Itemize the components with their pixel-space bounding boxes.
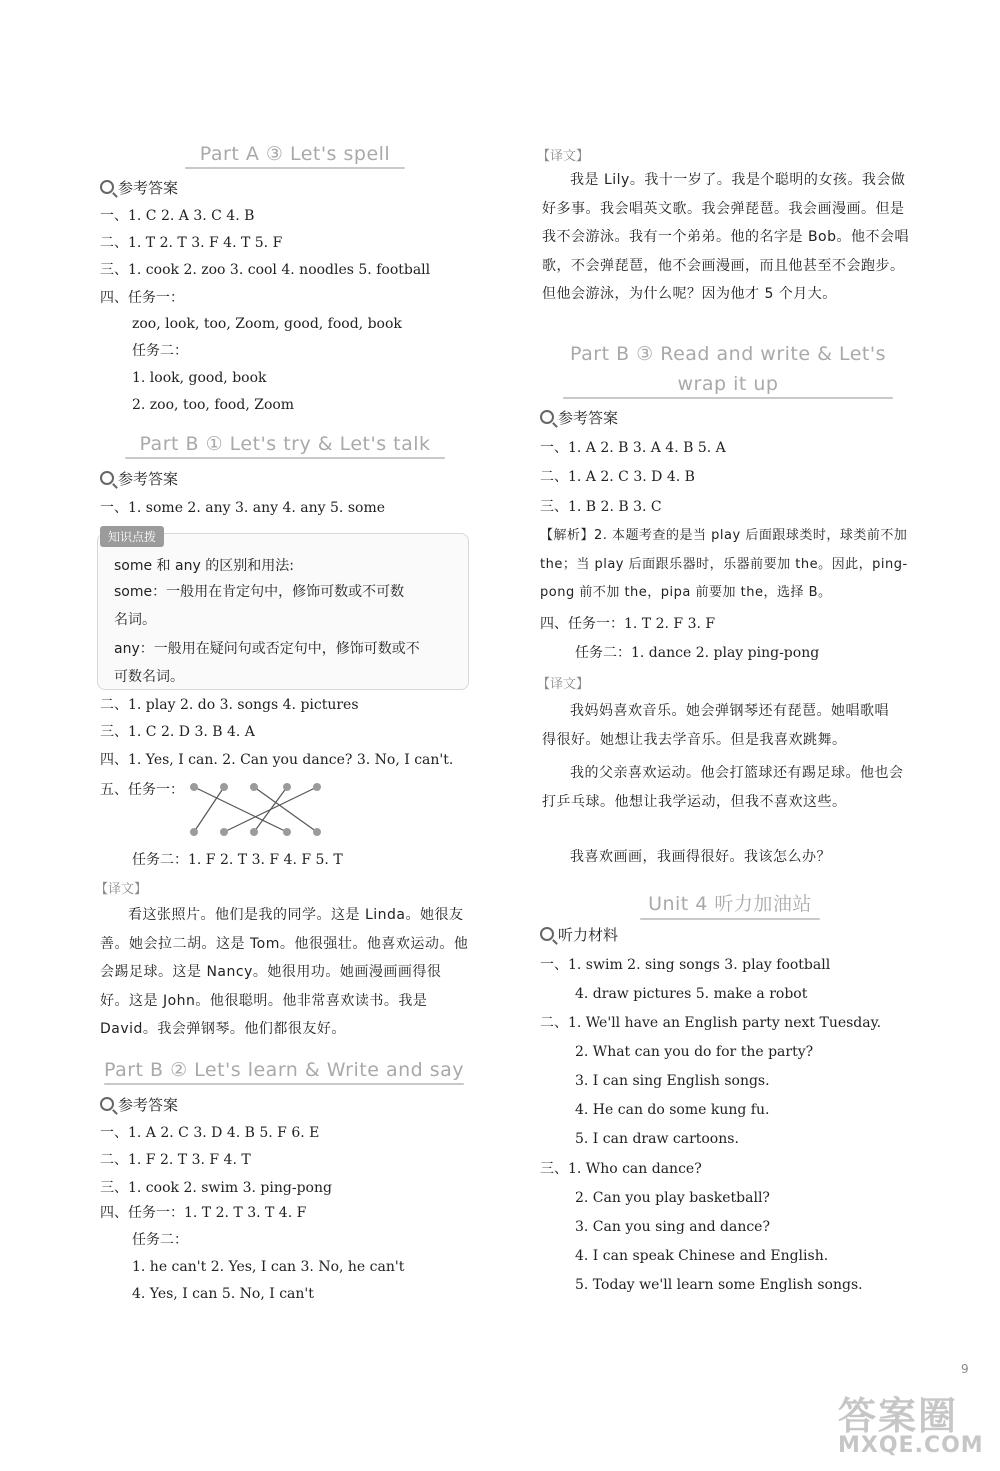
knowledge-line: 可数名词。 [114,669,184,685]
translation-tag: 【译文】 [537,677,590,692]
answer-line: 任务二：1. F 2. T 3. F 4. F 5. T [132,852,343,868]
knowledge-line: some：一般用在肯定句中，修饰可数或不可数 [114,584,405,600]
answer-line: 三、1. C 2. D 3. B 4. A [100,724,255,740]
answer-line: 四、任务一：1. T 2. T 3. T 4. F [100,1205,307,1221]
magnifier-icon [100,180,114,194]
answer-line: 二、1. A 2. C 3. D 4. B [540,469,695,485]
answer-line: 任务二： [132,343,188,359]
answer-line: 二、1. We'll have an English party next Tuesday. [540,1015,882,1031]
knowledge-badge: 知识点拨 [100,526,164,547]
answer-line: 1. he can't 2. Yes, I can 3. No, he can't [132,1259,405,1275]
translation-paragraph: 我的父亲喜欢运动。他会打篮球还有踢足球。他也会打乒乓球。他想让我学运动，但我不喜欢这些。 [542,765,904,810]
section-title-unit-4: Unit 4 听力加油站 [625,889,835,920]
answer-line: 1. look, good, book [132,370,267,386]
answer-line: 4. Yes, I can 5. No, I can't [132,1286,314,1302]
answer-line: 任务二： [132,1232,188,1248]
answer-line: 4. draw pictures 5. make a robot [575,986,808,1002]
section-title-part-b-1: Part B ① Let's try & Let's talk [110,433,460,459]
knowledge-line: 名词。 [114,612,156,628]
answer-line: 三、1. cook 2. zoo 3. cool 4. noodles 5. football [100,262,431,278]
translation-paragraph: 我妈妈喜欢音乐。她会弹钢琴还有琵琶。她唱歌唱得很好。她想让我去学音乐。但是我喜欢跳舞。 [542,703,889,748]
answer-line: 5. Today we'll learn some English songs. [575,1277,863,1293]
translation-paragraph: 我是 Lily。我十一岁了。我是个聪明的女孩。我会做好多事。我会唱英文歌。我会弹琵琶。我会画漫画。但是我不会游泳。我有一个弟弟。他的名字是 Bob。他不会唱歌，不会弹琵琶，他不会画漫画，而且他甚至不会跑步。但他会游泳，为什么呢？因为他才 5 个月大。 [542,172,910,302]
watermark-logo: 答案圈 [838,1394,959,1438]
answer-line: 三、1. cook 2. swim 3. ping-pong [100,1180,332,1196]
translation-paragraph: 看这张照片。他们是我的同学。这是 Linda。她很友善。她会拉二胡。这是 Tom。他很强壮。他喜欢运动。他会踢足球。这是 Nancy。她很用功。她画漫画画得很好。这是 John。他很聪明。他非常喜欢读书。我是 David。我会弹钢琴。他们都很友好。 [100,907,469,1037]
answer-line: 三、1. Who can dance? [540,1161,702,1177]
section-title-part-b-2: Part B ② Let's learn & Write and say [95,1059,473,1085]
magnifier-icon [100,1097,114,1111]
matching-diagram [180,775,330,840]
answer-line: 一、1. some 2. any 3. any 4. any 5. some [100,500,386,516]
answer-line: 四、1. Yes, I can. 2. Can you dance? 3. No, I can't. [100,752,454,768]
answer-line: 3. I can sing English songs. [575,1073,770,1089]
answer-line: 2. Can you play basketball? [575,1190,770,1206]
answer-line: 二、1. play 2. do 3. songs 4. pictures [100,697,359,713]
translation-tag: 【译文】 [95,882,148,897]
answer-line: zoo, look, too, Zoom, good, food, book [132,316,402,332]
knowledge-line: some 和 any 的区别和用法: [114,558,294,574]
answer-header: 参考答案 [100,177,178,198]
knowledge-line: any：一般用在疑问句或否定句中，修饰可数或不 [114,641,420,657]
magnifier-icon [100,471,114,485]
translation-tag: 【译文】 [537,149,590,164]
answer-line: 2. zoo, too, food, Zoom [132,397,295,413]
listening-header: 听力材料 [540,924,618,945]
answer-line: 一、1. A 2. B 3. A 4. B 5. A [540,440,726,456]
answer-header: 参考答案 [100,468,178,489]
answer-header: 参考答案 [100,1094,178,1115]
analysis-paragraph: 【解析】2. 本题考查的是当 play 后面跟球类时，球类前不加 the；当 play 后面跟乐器时，乐器前要加 the。因此，ping-pong 前不加 the，pipa 前要加 the，选择 B。 [540,528,908,600]
page-number: 9 [961,1362,969,1376]
answer-line: 三、1. B 2. B 3. C [540,499,662,515]
answer-line: 2. What can you do for the party? [575,1044,814,1060]
answer-line: 四、任务一： [100,290,184,306]
magnifier-icon [540,927,554,941]
answer-line: 一、1. A 2. C 3. D 4. B 5. F 6. E [100,1125,320,1141]
answer-line: 一、1. swim 2. sing songs 3. play football [540,957,831,973]
watermark-url: MXQE.COM [838,1433,984,1458]
translation-paragraph: 我喜欢画画，我画得很好。我该怎么办？ [570,849,831,865]
section-title-part-a-3: Part A ③ Let's spell [150,143,440,169]
answer-line: 二、1. F 2. T 3. F 4. T [100,1152,251,1168]
answer-line: 4. He can do some kung fu. [575,1102,770,1118]
answer-header: 参考答案 [540,407,618,428]
section-title-part-b-3-line2: wrap it up [548,373,908,399]
section-title-part-b-3: Part B ③ Read and write & Let's [570,343,886,365]
answer-line: 4. I can speak Chinese and English. [575,1248,829,1264]
answer-line: 五、任务一： [100,782,184,798]
answer-line: 3. Can you sing and dance? [575,1219,770,1235]
answer-line: 5. I can draw cartoons. [575,1131,739,1147]
answer-line: 四、任务一：1. T 2. F 3. F [540,616,716,632]
answer-line: 二、1. T 2. T 3. F 4. T 5. F [100,235,283,251]
answer-line: 任务二：1. dance 2. play ping-pong [575,645,820,661]
magnifier-icon [540,410,554,424]
answer-line: 一、1. C 2. A 3. C 4. B [100,208,255,224]
